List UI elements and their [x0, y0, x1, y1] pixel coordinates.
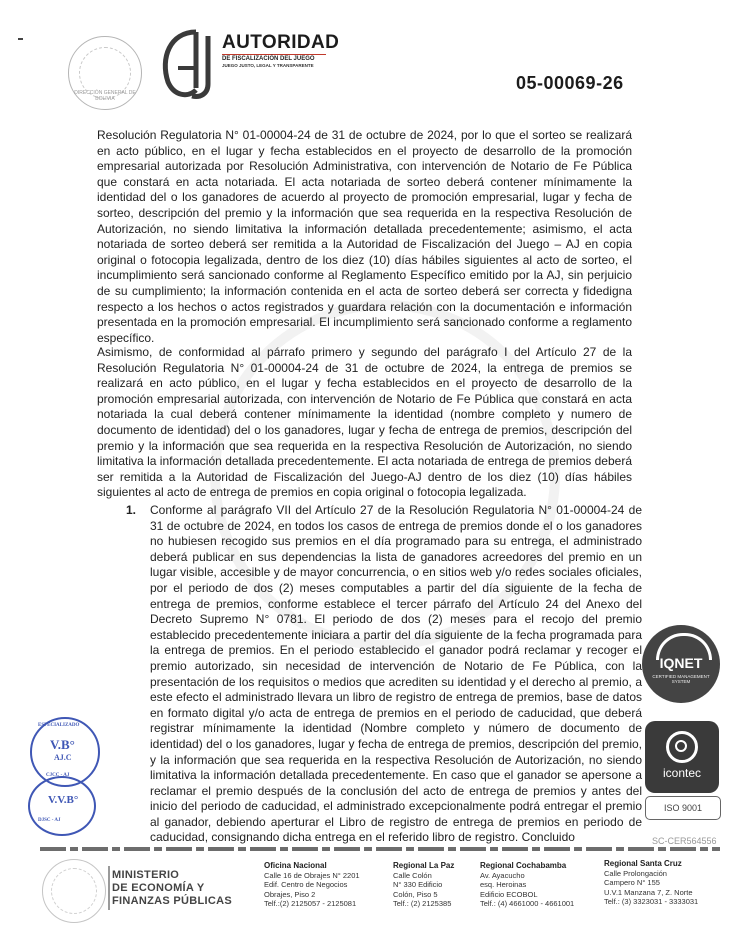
office-line: Edif. Centro de Negocios [264, 880, 348, 890]
stamp1-main: V.B° [50, 737, 75, 752]
iqnet-name: IQNET [659, 655, 703, 671]
list-item-1: Conforme al parágrafo VII del Artículo 27 de la Resolución Regulatoria N° 01-00004-24 de 31 de octubre de 2024, en todos los casos de entrega de premios donde el o los ganadores no hubiesen recogido sus premios en el día programado para su entrega, el administrado deberá publicar en sus dependencias la lista de ganadores acreedores del premio en un lugar visible, accesible y de mayor concurrencia, o en sitios web y/o redes sociales oficiales, por el periodo de dos (2) meses computables a partir del día siguiente de la fecha de entrega de premios, conforme establece el tercer párrafo del Artículo 24 del Anexo del Decreto Supremo N° 0781. El periodo de dos (2) meses para el recojo del premio establecido precedentemente iniciara a partir del día siguiente de la fecha programada para la entrega de premios. En el periodo establecido el ganador podrá reclamar y recoger el premio autorizado, sin necesidad de intervención de Notario de Fe Pública, con la presentación de los requisitos o medios que acrediten su identidad y el derecho al premio, a este efecto el administrado llevara un libro de registro de entrega de premios, base de datos en formato digital y/o acta de entrega de premios en el periodo de caducidad, que deberá registrar mínimamente la identidad (Nombre completo y número de documento de identidad) del o los ganadores, lugar y fecha de entrega de premios, descripción del premio, y la información que sea requerida en la respectiva Resolución de Autorización, no siendo limitativa la información detallada precedentemente. En caso que el ganador se apersone a reclamar el premio después de la conclusión del acto de entrega de premios y antes del inicio del periodo de caducidad, el administrado excepcionalmente podrá entregar el premio al ganador, debiendo aperturar el Libro de registro de entrega de premios en periodo de caducidad, consignando dicha entrega en el referido libro de registro. Concluido [150, 503, 642, 845]
office-line: Colón, Piso 5 [393, 889, 438, 899]
office-title: Regional La Paz [393, 861, 455, 870]
ministry-name [112, 869, 232, 908]
aj-logo-icon [156, 28, 222, 100]
seal-text: DIRECCIÓN GENERAL DE BOLIVIA [74, 90, 136, 102]
ministry-seal-inner [51, 868, 97, 914]
office-line: Telf.: (4) 4661000 - 4661001 [480, 899, 575, 909]
stamp2-ring: DJSC - AJ [38, 818, 61, 823]
brand-title: AUTORIDAD [222, 32, 340, 53]
icontec-name: icontec [662, 766, 702, 780]
office-line: Telf.: (2) 2125385 [393, 899, 452, 909]
office-line: Calle Colón [393, 870, 432, 880]
stamp1-ring-bottom: CJCC - AJ [46, 773, 70, 778]
corner-mark [18, 38, 23, 40]
office-line: Obrajes, Piso 2 [264, 889, 316, 899]
office-line: Campero N° 155 [604, 878, 660, 888]
office-line: Calle Prolongación [604, 868, 667, 878]
office-line: Av. Ayacucho [480, 870, 525, 880]
iso-label: ISO 9001 [645, 796, 721, 820]
stamp1-sub: AJ.C [54, 753, 72, 762]
ministry-line-1: MINISTERIO [112, 869, 180, 881]
paragraph-2: Asimismo, de conformidad al párrafo primero y segundo del parágrafo I del Artículo 27 de la Resolución Regulatoria N° 01-00004-24 de 31 de octubre de 2024, la entrega de premios se realizará en acto público, en el lugar y fecha establecidos en el proyecto de desarrollo de la promoción empresarial autorizada, con intervención de Notario de Fe Pública que constará en acta notariada la cual deberá contener mínimamente la identidad (nombre completo y numero de documento de identidad) del o los ganadores, lugar y fecha de entrega de premios, descripción del premio y la información que sea requerida en la respectiva Resolución de Autorización, no siendo limitativa la información detallada precedentemente. El acta notariada de entrega de premios deberá ser remitida a la Autoridad de Fiscalización del Juego-AJ dentro de los diez (10) días hábiles siguientes al acto de entrega de premios en copia original o fotocopia legalizada. [97, 345, 632, 500]
office-title: Regional Santa Cruz [604, 859, 682, 868]
office-cochabamba [480, 861, 595, 909]
office-line: Edificio ECOBOL [480, 889, 538, 899]
list-number: 1. [126, 503, 137, 517]
approval-stamp-2 [28, 776, 96, 836]
office-line: Telf.:(2) 2125057 - 2125081 [264, 899, 357, 909]
office-line: U.V.1 Manzana 7, Z. Norte [604, 887, 693, 897]
brand-tagline: JUEGO JUSTO, LEGAL Y TRANSPARENTE [222, 63, 314, 68]
office-line: N° 330 Edificio [393, 880, 443, 890]
bolivia-seal-icon [68, 36, 142, 110]
ministry-line-2: DE ECONOMÍA Y [112, 882, 205, 894]
stamp2-main: V.V.B° [48, 794, 79, 806]
certificate-code: SC-CER564556 [652, 836, 717, 846]
office-la-paz [393, 861, 473, 909]
office-santa-cruz [604, 859, 722, 907]
office-line: Telf.: (3) 3323031 - 3333031 [604, 897, 699, 907]
office-national [264, 861, 382, 909]
stamp1-ring-top: ESPECIALIZADO [38, 723, 80, 728]
office-title: Oficina Nacional [264, 861, 327, 870]
ministry-separator [108, 866, 110, 910]
iqnet-badge [642, 625, 720, 703]
brand-subtitle: DE FISCALIZACIÓN DEL JUEGO [222, 54, 326, 62]
office-title: Regional Cochabamba [480, 861, 567, 870]
document-number: 05-00069-26 [516, 73, 624, 93]
icontec-badge [645, 721, 719, 793]
footer-divider [40, 846, 720, 852]
ministry-line-3: FINANZAS PÚBLICAS [112, 895, 232, 907]
ministry-seal-icon [42, 859, 106, 923]
icontec-dot-icon [675, 740, 687, 752]
paragraph-1: Resolución Regulatoria N° 01-00004-24 de 31 de octubre de 2024, por lo que el sorteo se realizará en acto público, en el lugar y fecha establecidos en el proyecto de desarrollo de la promoción empresarial autorizada por Resolución Administrativa, con intervención de Notario de Fe Pública que constará en acta notariada. El acta notariada de sorteo deberá contener mínimamente la identidad del o los ganadores de acuerdo al proyecto de promoción empresarial, lugar y fecha de sorteo, descripción del premio y la información que sea requerida en la respectiva Resolución de Autorización, no siendo limitativa la información detallada precedentemente; asimismo, el acta notariada de sorteo deberá ser remitida a la Autoridad de Fiscalización del Juego – AJ en copia original o fotocopia legalizada, dentro de los diez (10) días hábiles siguientes al acto de sorteo, el incumplimiento será sancionado conforme al Reglamento Específico emitido por la AJ, sin perjuicio de su cumplimiento; la información contenida en el acta de sorteo deberá ser correcta y fidedigna respecto a los hechos o actos registrados y guardara relación con la documentación e información presentada en la promoción empresarial. El incumplimiento será sancionado conforme a reglamento específico. [97, 128, 632, 345]
office-line: Calle 16 de Obrajes N° 2201 [264, 870, 360, 880]
iqnet-subtitle: CERTIFIED MANAGEMENT SYSTEM [652, 674, 710, 684]
office-line: esq. Heroinas [480, 880, 527, 890]
